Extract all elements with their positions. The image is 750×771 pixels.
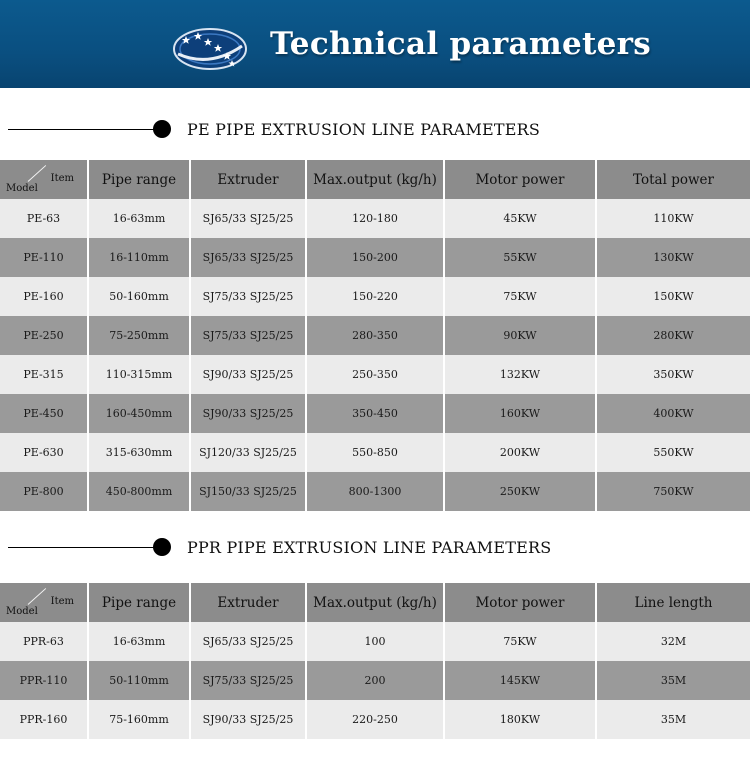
title-banner (0, 0, 750, 88)
column-header: Pipe range (88, 583, 190, 622)
column-header: Extruder (190, 160, 306, 199)
corner-diagonal (28, 588, 47, 605)
model-cell: PE-800 (0, 472, 88, 511)
value-cell: 55KW (444, 238, 596, 277)
value-cell: 16-63mm (88, 199, 190, 238)
table-row (0, 661, 750, 700)
table-row (0, 700, 750, 739)
value-cell: 280-350 (306, 316, 444, 355)
value-cell: 315-630mm (88, 433, 190, 472)
corner-header-cell (0, 583, 88, 622)
value-cell: 250KW (444, 472, 596, 511)
table-row (0, 622, 750, 661)
value-cell: 350-450 (306, 394, 444, 433)
value-cell: 250-350 (306, 355, 444, 394)
value-cell: 75-250mm (88, 316, 190, 355)
pe-section-heading-block (0, 118, 750, 142)
corner-model-label: Model (6, 606, 38, 617)
table-row (0, 277, 750, 316)
corner-header-cell (0, 160, 88, 199)
model-cell: PPR-63 (0, 622, 88, 661)
corner-item-label: Item (50, 596, 74, 607)
table-row (0, 472, 750, 511)
value-cell: 16-110mm (88, 238, 190, 277)
table-row (0, 238, 750, 277)
pe-parameters-table (0, 160, 750, 511)
heading-rule (8, 129, 156, 130)
value-cell: 550KW (596, 433, 750, 472)
corner-item-label: Item (50, 173, 74, 184)
value-cell: 450-800mm (88, 472, 190, 511)
value-cell: 750KW (596, 472, 750, 511)
column-header: Extruder (190, 583, 306, 622)
value-cell: 35M (596, 700, 750, 739)
value-cell: 90KW (444, 316, 596, 355)
column-header: Pipe range (88, 160, 190, 199)
globe-stars-icon (172, 26, 248, 72)
column-header: Total power (596, 160, 750, 199)
value-cell: 75-160mm (88, 700, 190, 739)
table-header-row (0, 583, 750, 622)
corner-model-label: Model (6, 183, 38, 194)
ppr-parameters-table (0, 583, 750, 739)
value-cell: SJ65/33 SJ25/25 (190, 238, 306, 277)
heading-bullet (153, 120, 171, 138)
value-cell: 32M (596, 622, 750, 661)
value-cell: 350KW (596, 355, 750, 394)
value-cell: 150-220 (306, 277, 444, 316)
value-cell: 50-160mm (88, 277, 190, 316)
value-cell: 110KW (596, 199, 750, 238)
value-cell: 160-450mm (88, 394, 190, 433)
ppr-section-heading: PPR PIPE EXTRUSION LINE PARAMETERS (187, 538, 552, 557)
value-cell: 800-1300 (306, 472, 444, 511)
model-cell: PPR-160 (0, 700, 88, 739)
table-row (0, 433, 750, 472)
heading-bullet (153, 538, 171, 556)
value-cell: 16-63mm (88, 622, 190, 661)
model-cell: PE-315 (0, 355, 88, 394)
column-header: Motor power (444, 583, 596, 622)
value-cell: 75KW (444, 622, 596, 661)
page-title: Technical parameters (270, 26, 652, 62)
column-header: Max.output (kg/h) (306, 160, 444, 199)
value-cell: 35M (596, 661, 750, 700)
value-cell: 100 (306, 622, 444, 661)
value-cell: 200 (306, 661, 444, 700)
value-cell: 180KW (444, 700, 596, 739)
value-cell: SJ120/33 SJ25/25 (190, 433, 306, 472)
value-cell: 132KW (444, 355, 596, 394)
value-cell: 150-200 (306, 238, 444, 277)
model-cell: PE-160 (0, 277, 88, 316)
value-cell: 160KW (444, 394, 596, 433)
table-row (0, 316, 750, 355)
value-cell: 150KW (596, 277, 750, 316)
model-cell: PE-450 (0, 394, 88, 433)
value-cell: 550-850 (306, 433, 444, 472)
table-row (0, 199, 750, 238)
value-cell: 400KW (596, 394, 750, 433)
value-cell: 130KW (596, 238, 750, 277)
column-header: Max.output (kg/h) (306, 583, 444, 622)
value-cell: 280KW (596, 316, 750, 355)
value-cell: SJ90/33 SJ25/25 (190, 700, 306, 739)
value-cell: SJ75/33 SJ25/25 (190, 316, 306, 355)
value-cell: 220-250 (306, 700, 444, 739)
value-cell: SJ65/33 SJ25/25 (190, 199, 306, 238)
column-header: Line length (596, 583, 750, 622)
column-header: Motor power (444, 160, 596, 199)
value-cell: SJ90/33 SJ25/25 (190, 394, 306, 433)
value-cell: SJ150/33 SJ25/25 (190, 472, 306, 511)
value-cell: SJ75/33 SJ25/25 (190, 661, 306, 700)
value-cell: 120-180 (306, 199, 444, 238)
heading-rule (8, 547, 156, 548)
value-cell: 200KW (444, 433, 596, 472)
table-row (0, 394, 750, 433)
model-cell: PE-630 (0, 433, 88, 472)
model-cell: PE-110 (0, 238, 88, 277)
value-cell: 45KW (444, 199, 596, 238)
pe-section-heading: PE PIPE EXTRUSION LINE PARAMETERS (187, 120, 541, 139)
model-cell: PPR-110 (0, 661, 88, 700)
model-cell: PE-250 (0, 316, 88, 355)
value-cell: 50-110mm (88, 661, 190, 700)
table-header-row (0, 160, 750, 199)
corner-diagonal (28, 165, 47, 182)
value-cell: SJ75/33 SJ25/25 (190, 277, 306, 316)
value-cell: SJ90/33 SJ25/25 (190, 355, 306, 394)
value-cell: SJ65/33 SJ25/25 (190, 622, 306, 661)
value-cell: 75KW (444, 277, 596, 316)
value-cell: 145KW (444, 661, 596, 700)
model-cell: PE-63 (0, 199, 88, 238)
ppr-section-heading-block (0, 536, 750, 560)
table-row (0, 355, 750, 394)
value-cell: 110-315mm (88, 355, 190, 394)
